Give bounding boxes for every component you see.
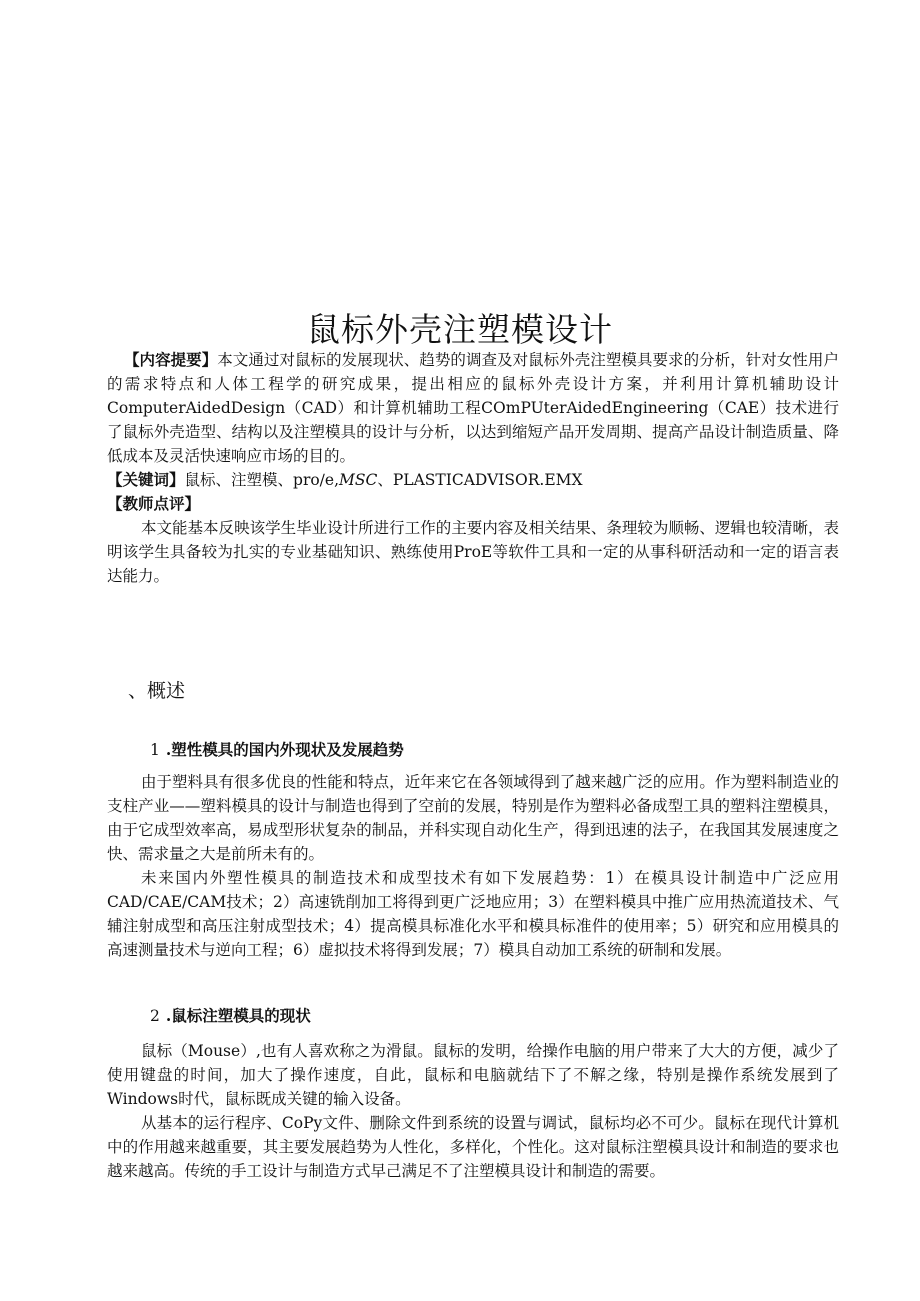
keywords-label: 【关键词】 xyxy=(107,470,185,489)
comment-paragraph: 本文能基本反映该学生毕业设计所进行工作的主要内容及相关结果、条理较为顺畅、逻辑也较清晰，表明该学生具备较为扎实的专业基础知识、熟练使用ProE等软件工具和一定的从事科研活动和一定的语言表达能力。 xyxy=(107,519,839,585)
subsection-2-title: .鼠标注塑模具的现状 xyxy=(165,1006,311,1025)
subsection-1-paragraph-1: 由于塑料具有很多优良的性能和特点，近年来它在各领域得到了越来越广泛的应用。作为塑料制造业的支柱产业——塑料模具的设计与制造也得到了空前的发展，特别是作为塑料必备成型工具的塑料注塑模具，由于它成型效率高，易成型形状复杂的制品，并科实现自动化生产，得到迅速的法子，在我国其发展速度之快、需求量之大是前所未有的。 xyxy=(107,773,839,863)
subsection-2-paragraph-2: 从基本的运行程序、CoPy文件、删除文件到系统的设置与调试，鼠标均必不可少。鼠标在现代计算机中的作用越来越重要，其主要发展趋势为人性化，多样化，个性化。这对鼠标注塑模具设计和制造的要求也越来越高。传统的手工设计与制造方式早己满足不了注塑模具设计和制造的需要。 xyxy=(107,1114,839,1180)
subsection-2-body xyxy=(107,1039,839,1183)
subsection-1-body xyxy=(107,770,839,962)
subsection-2-number: 2 xyxy=(150,1007,160,1025)
comment-label-line xyxy=(107,492,839,516)
keywords-text-b: MSC xyxy=(339,471,378,489)
keywords-text-a: 鼠标、注塑模、pro∕e, xyxy=(184,471,340,489)
abstract-paragraph xyxy=(107,348,839,468)
abstract-block xyxy=(107,348,839,588)
subsection-2-heading xyxy=(150,1004,311,1026)
subsection-1-heading xyxy=(150,738,404,760)
subsection-2-paragraph-1: 鼠标（Mouse）,也有人喜欢称之为滑鼠。鼠标的发明，给操作电脑的用户带来了大大的方便，减少了使用键盘的时间，加大了操作速度，自此，鼠标和电脑就结下了不解之缘，特别是操作系统发展到了Windows时代，鼠标既成关键的输入设备。 xyxy=(107,1042,839,1108)
section-heading: 、概述 xyxy=(128,680,186,702)
abstract-label: 【内容提要】 xyxy=(124,350,218,369)
keywords-text-c: 、PLASTICADVISOR.EMX xyxy=(377,471,583,489)
subsection-1-title: .塑性模具的国内外现状及发展趋势 xyxy=(165,740,404,759)
subsection-1-paragraph-2: 未来国内外塑性模具的制造技术和成型技术有如下发展趋势：1）在模具设计制造中广泛应用CAD/CAE/CAM技术；2）高速铣削加工将得到更广泛地应用；3）在塑料模具中推广应用热流道技术、气辅注射成型和高压注射成型技术；4）提高模具标准化水平和模具标准件的使用率；5）研究和应用模具的高速测量技术与逆向工程；6）虚拟技术将得到发展；7）模具自动加工系统的研制和发展。 xyxy=(107,869,839,959)
document-title: 鼠标外壳注塑模设计 xyxy=(307,310,613,349)
comment-label: 【教师点评】 xyxy=(107,494,201,513)
keywords-paragraph xyxy=(107,468,839,492)
abstract-text: 本文通过对鼠标的发展现状、趋势的调查及对鼠标外壳注塑模具要求的分析，针对女性用户的需求特点和人体工程学的研究成果，提出相应的鼠标外壳设计方案，并利用计算机辅助设计ComputerAidedDesign（CAD）和计算机辅助工程COmPUterAidedEngineering（CAE）技术进行了鼠标外壳造型、结构以及注塑模具的设计与分析，以达到缩短产品开发周期、提高产品设计制造质量、降低成本及灵活快速响应市场的目的。 xyxy=(107,351,839,465)
subsection-1-number: 1 xyxy=(150,741,160,759)
